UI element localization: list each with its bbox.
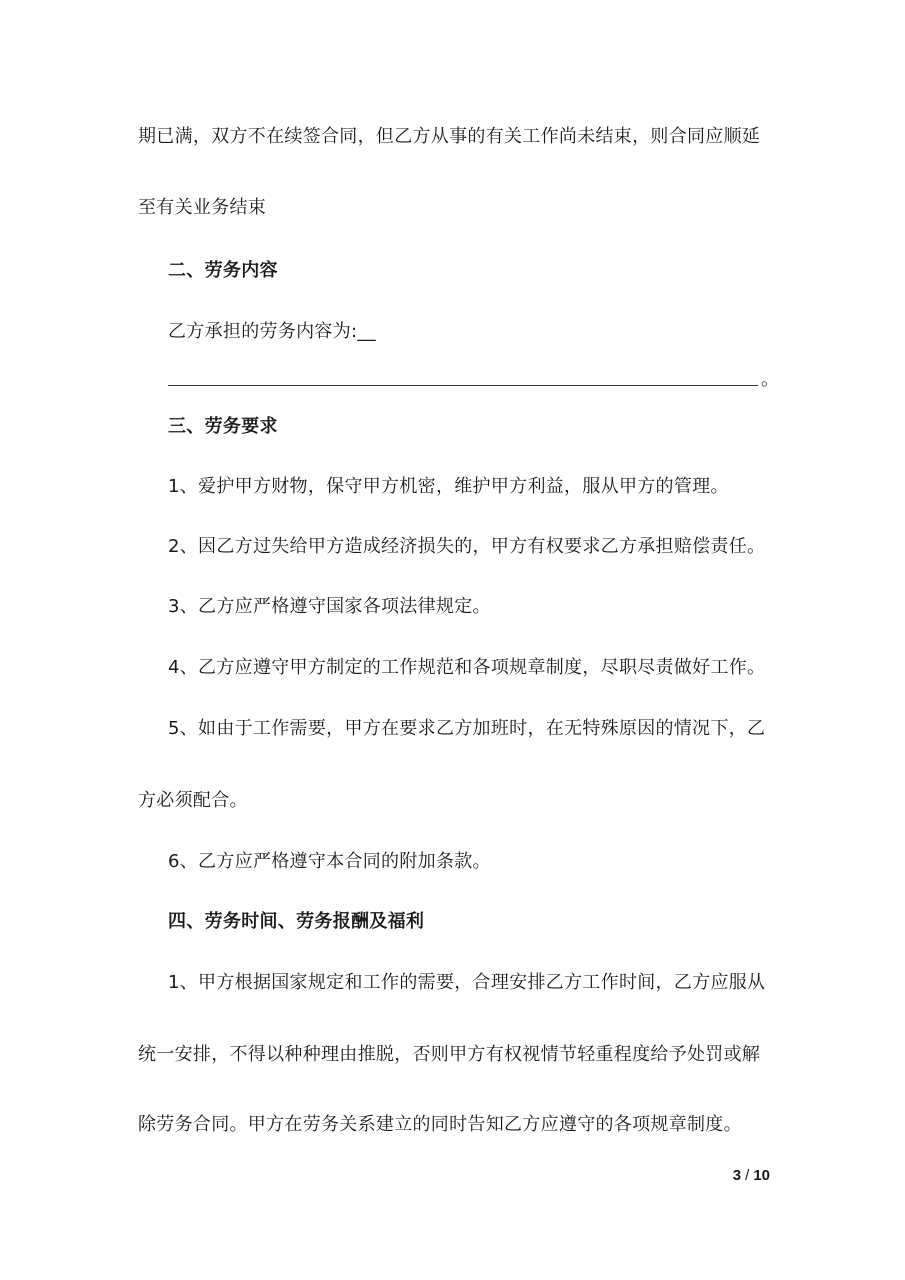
section-heading-labor-requirements: 三、劳务要求 — [168, 416, 278, 437]
page-separator: / — [745, 1167, 750, 1184]
page-total: 10 — [753, 1167, 770, 1184]
section-heading-labor-content: 二、劳务内容 — [168, 260, 278, 281]
paragraph-line: 期已满，双方不在续签合同，但乙方从事的有关工作尚未结束，则合同应顺延 — [138, 126, 761, 147]
paragraph-line: 除劳务合同。甲方在劳务关系建立的同时告知乙方应遵守的各项规章制度。 — [138, 1114, 742, 1135]
list-item: 1、甲方根据国家规定和工作的需要，合理安排乙方工作时间，乙方应服从 — [168, 972, 766, 993]
list-item: 5、如由于工作需要，甲方在要求乙方加班时，在无特殊原因的情况下，乙 — [168, 718, 766, 739]
page-current: 3 — [732, 1167, 742, 1184]
page-number — [700, 1166, 770, 1186]
list-item: 2、因乙方过失给甲方造成经济损失的，甲方有权要求乙方承担赔偿责任。 — [168, 536, 766, 557]
list-item: 4、乙方应遵守甲方制定的工作规范和各项规章制度，尽职尽责做好工作。 — [168, 657, 766, 678]
list-item: 1、爱护甲方财物，保守甲方机密，维护甲方利益，服从甲方的管理。 — [168, 476, 729, 497]
blank-fill-line — [168, 385, 758, 386]
paragraph-line: 方必须配合。 — [138, 790, 248, 811]
fill-end-period: 。 — [761, 369, 779, 390]
paragraph-line: 乙方承担的劳务内容为:__ — [168, 321, 376, 342]
paragraph-line: 至有关业务结束 — [138, 197, 267, 218]
list-item: 3、乙方应严格遵守国家各项法律规定。 — [168, 596, 491, 617]
paragraph-line: 统一安排，不得以种种理由推脱，否则甲方有权视情节轻重程度给予处罚或解 — [138, 1044, 761, 1065]
section-heading-labor-time-pay: 四、劳务时间、劳务报酬及福利 — [168, 911, 425, 932]
list-item: 6、乙方应严格遵守本合同的附加条款。 — [168, 851, 491, 872]
